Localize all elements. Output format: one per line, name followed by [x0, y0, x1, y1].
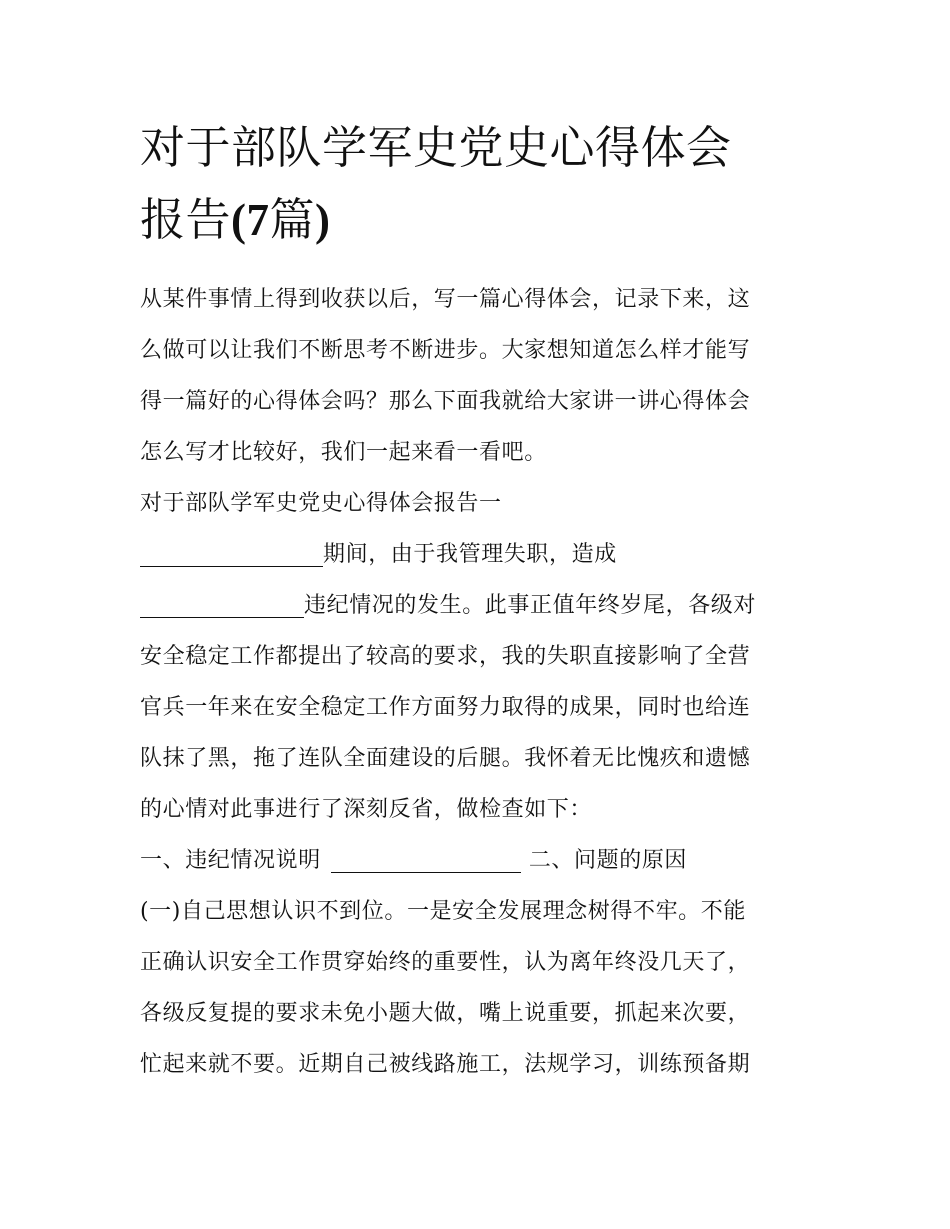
intro-line: 么做可以让我们不断思考不断进步。大家想知道怎么样才能写: [140, 338, 751, 363]
fill-in-blank: [331, 842, 521, 873]
fill-in-line-2: [140, 580, 815, 631]
title-line-2: [140, 184, 815, 256]
outline-item-2: 二、问题的原因: [528, 848, 688, 873]
fill-in-line-1-text: 期间，由于我管理失职，造成: [323, 542, 617, 567]
paragraph-line: 安全稳定工作都提出了较高的要求，我的失职直接影响了全营: [140, 644, 751, 669]
outline-line: [140, 835, 815, 886]
title-count-unit: 篇: [269, 193, 316, 246]
fill-in-line-1: [140, 529, 815, 580]
paragraph-line: 官兵一年来在安全稳定工作方面努力取得的成果，同时也给连: [140, 695, 751, 720]
title-count-open: (7: [231, 195, 270, 245]
cause-line: 正确认识安全工作贯穿始终的重要性，认为离年终没几天了，: [140, 950, 751, 975]
cause-line: (一)自己思想认识不到位。一是安全发展理念树得不牢。不能: [140, 899, 746, 924]
document-content: [140, 112, 815, 1090]
paragraph-line: 的心情对此事进行了深刻反省，做检查如下：: [140, 797, 593, 822]
paragraph-line: 队抹了黑，拖了连队全面建设的后腿。我怀着无比愧疚和遗憾: [140, 746, 751, 771]
outline-item-1: 一、违纪情况说明: [140, 848, 321, 873]
document-title: [140, 112, 815, 256]
title-count-close: ): [315, 195, 331, 245]
intro-line: 怎么写才比较好，我们一起来看一看吧。: [140, 440, 547, 465]
fill-in-blank: [140, 536, 323, 567]
title-line-1: 对于部队学军史党史心得体会: [140, 121, 732, 174]
document-body: [140, 274, 815, 1090]
section-heading: 对于部队学军史党史心得体会报告一: [140, 491, 502, 516]
intro-line: 得一篇好的心得体会吗？那么下面我就给大家讲一讲心得体会: [140, 389, 751, 414]
intro-line: 从某件事情上得到收获以后，写一篇心得体会，记录下来，这: [140, 287, 751, 312]
fill-in-blank: [140, 587, 304, 618]
cause-line: 忙起来就不要。近期自己被线路施工，法规学习，训练预备期: [140, 1052, 751, 1077]
fill-in-line-2-text: 违纪情况的发生。此事正值年终岁尾，各级对: [304, 593, 757, 618]
cause-line: 各级反复提的要求未免小题大做，嘴上说重要，抓起来次要，: [140, 1001, 751, 1026]
title-line-2-pre: 报告: [140, 193, 232, 246]
